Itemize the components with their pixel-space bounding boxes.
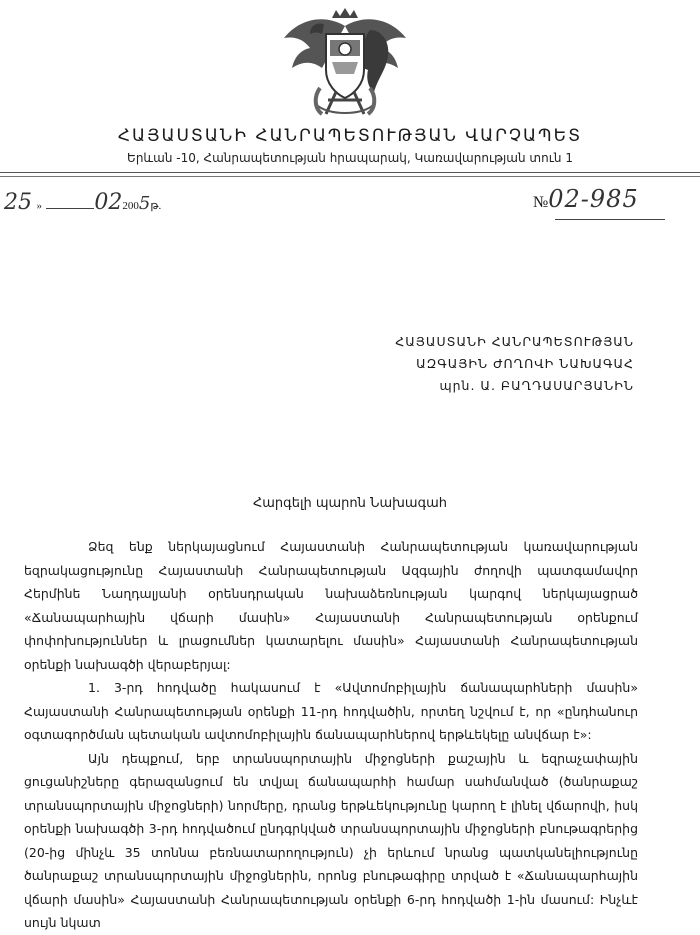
addressee-line-3: պրն. Ա. ԲԱՂԴԱՍԱՐՅԱՆԻՆ [439, 378, 634, 393]
date-blank-left [46, 208, 94, 209]
coat-of-arms-emblem [270, 4, 420, 124]
reference-number-value: 02-985 [548, 185, 639, 213]
body-paragraph-2: 1. 3-րդ հոդվածը հակասում է «Ավտոմոբիլային ճանապարհների մասին» Հայաստանի Հանրապետության օրենքի 11-րդ հոդվածին, որտեղ նշվում է, որ «ընդհանուր օգտագործման պետական ավտոմոբիլային ճանապարհներով երթևեկելը անվճար է»: [24, 680, 638, 742]
date-day: 25 [4, 190, 32, 215]
date-year-suffix: 5 [138, 193, 151, 214]
reference-number-label: № [533, 194, 549, 211]
date-year-abbrev: թ. [150, 200, 162, 212]
addressee-block [395, 331, 634, 397]
date-month: 02 [94, 190, 123, 215]
date-year-prefix: 200 [122, 200, 139, 212]
date-quote-mark: » [36, 200, 42, 212]
reference-underline [555, 219, 665, 220]
letter-body [24, 535, 638, 935]
organization-address: Երևան -10, Հանրապետության հրապարակ, Կառավարության տուն 1 [127, 151, 573, 165]
organization-title: ՀԱՅԱՍՏԱՆԻ ՀԱՆՐԱՊԵՏՈՒԹՅԱՆ ՎԱՐՉԱՊԵՏ [117, 126, 583, 146]
addressee-line-2: ԱԶԳԱՅԻՆ ԺՈՂՈՎԻ ՆԱԽԱԳԱՀ [416, 356, 634, 371]
letter-reference-number [533, 185, 639, 213]
body-paragraph-3: Այն դեպքում, երբ տրանսպորտային միջոցների քաշային և եզրաչափային ցուցանիշները գերազանցում են տվյալ ճանապարհի համար սահմանված (ծանրաքաշ տրանսպորտային միջոցների) նորմերը, դրանց երթևեկությունը կարող է լինել վճարովի, իսկ օրենքի նախագծի 3-րդ հոդվածում ընդգրկված տրանսպորտային միջոցների բնութագրերից (20-ից մինչև 35 տոննա բեռնատարողություն) չի երևում նրանց պատկանելիությունը ծանրաքաշ տրանսպորտային միջոցներին, որոնց բնութագիրը տրված է «Ճանապարհային վճարի մասին» Հայաստանի Հանրապետության օրենքի 6-րդ հոդվածի 1-ին մասում: Ինչևէ սույն նկատ [24, 750, 638, 930]
salutation: Հարգելի պարոն Նախագահ [252, 496, 448, 511]
letter-date [4, 190, 161, 215]
body-paragraph-1: Ձեզ ենք ներկայացնում Հայաստանի Հանրապետության կառավարության եզրակացությունը Հայաստանի Հանրապետության Ազգային ժողովի պատգամավոր Հերմինե Նաղդալյանի օրենսդրական նախաձեռնության կարգով ներկայացրած «Ճանապարհային վճարի մասին» Հայաստանի Հանրապետության օրենքում փոփոխություններ և լրացումներ կատարելու մասին» Հայաստանի Հանրապետության օրենքի նախագծի վերաբերյալ: [24, 539, 638, 672]
header-divider [0, 172, 700, 173]
header-divider-secondary [0, 176, 700, 177]
addressee-line-1: ՀԱՅԱՍՏԱՆԻ ՀԱՆՐԱՊԵՏՈՒԹՅԱՆ [395, 334, 634, 349]
